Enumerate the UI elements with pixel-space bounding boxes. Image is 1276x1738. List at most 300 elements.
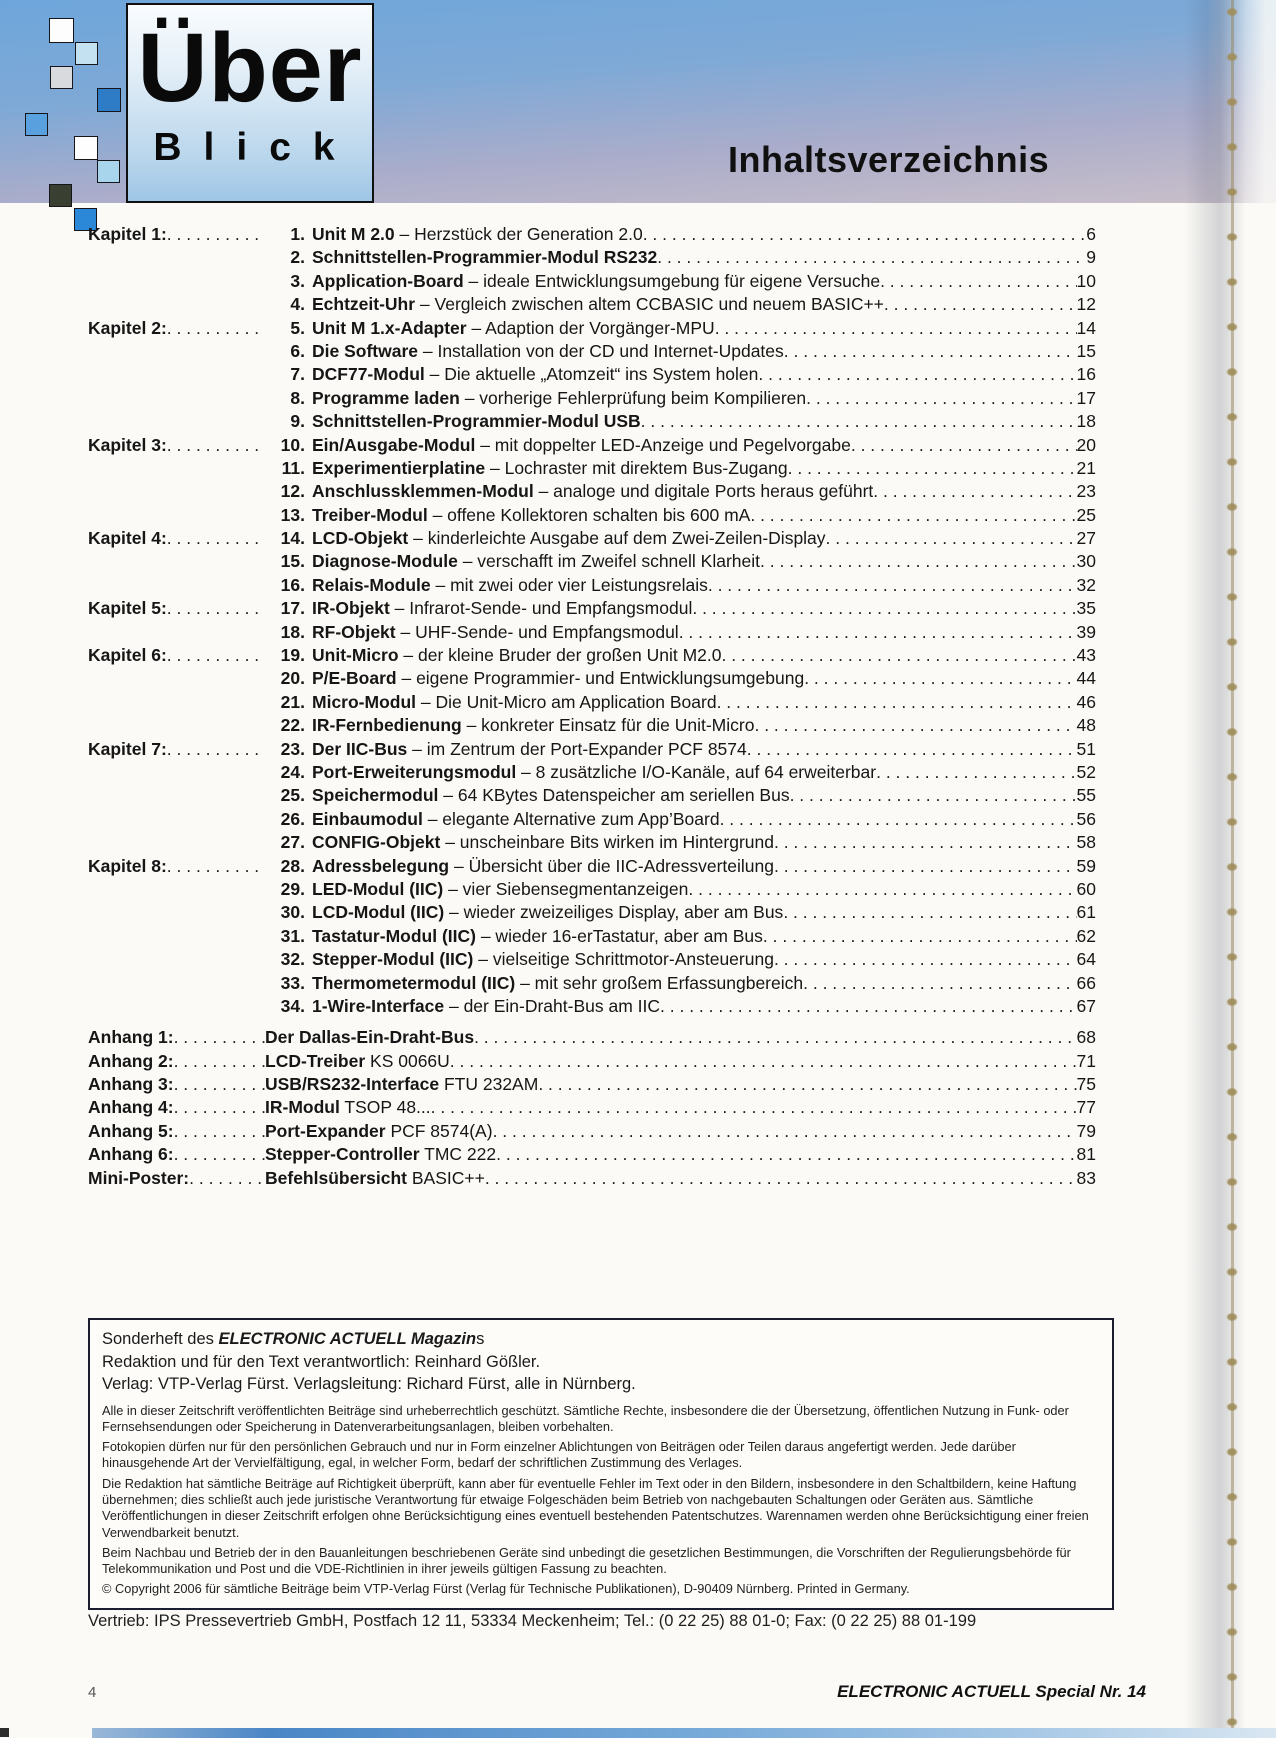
toc-entry-number: 6. bbox=[290, 340, 305, 361]
dot-leader bbox=[721, 645, 1076, 666]
toc-entry-number: 21. bbox=[280, 691, 305, 712]
toc-entry-description: – Infrarot-Sende- und Empfangsmodul bbox=[389, 598, 693, 619]
toc-page-number: 21 bbox=[1076, 457, 1096, 478]
dot-leader bbox=[760, 551, 1077, 572]
toc-entry-description: – 64 KBytes Datenspeicher am seriellen Bus bbox=[438, 785, 790, 806]
toc-entry-description: – Installation von der CD und Internet-Updates bbox=[418, 340, 784, 361]
toc-entry-text bbox=[312, 762, 876, 783]
toc-entry-number: 9. bbox=[290, 411, 305, 432]
imprint-paragraph: Alle in dieser Zeitschrift veröffentlichten Beiträge sind urheberrechtlich geschützt. Sämtliche Rechte, insbesondere die der Übersetzung, öffentlichen Nutzung in Funk- oder Fernsehsendungen oder Speicherung in Datenverarbeitungsanlagen, bleiben vorbehalten. bbox=[102, 1402, 1069, 1434]
toc-chapter-label bbox=[88, 739, 265, 760]
toc-entry-title: Adressbelegung bbox=[312, 855, 450, 876]
dot-leader bbox=[715, 318, 1077, 339]
magazine-brand: ELECTRONIC ACTUELL Magazin bbox=[218, 1330, 477, 1348]
toc-entry-title: Unit M 2.0 bbox=[312, 224, 395, 244]
toc-page-number: 61 bbox=[1076, 902, 1096, 923]
toc-entry-title: Port-Erweiterungsmodul bbox=[312, 761, 517, 782]
imprint-paragraph: Fotokopien dürfen nur für den persönlichen Gebrauch und nur in Form einzelner Ablichtungen von Beiträgen oder Teilen daraus angefertigt werden. Jede darüber hinausgehende Art der Vervielfältigung, egal, in welcher Form, bedarf der schriftlichen Zustimmung des Verlages. bbox=[102, 1439, 1016, 1471]
dot-leader bbox=[876, 762, 1076, 783]
toc-entry-description: – vorherige Fehlerprüfung beim Kompilieren bbox=[459, 387, 807, 408]
toc-entry-description: – konkreter Einsatz für die Unit-Micro bbox=[461, 715, 755, 736]
toc-page-number: 71 bbox=[1076, 1050, 1096, 1071]
chapter-label-text: Anhang 2: bbox=[88, 1050, 174, 1071]
dot-leader bbox=[174, 1121, 265, 1142]
dot-leader bbox=[750, 505, 1076, 526]
toc-page-number: 64 bbox=[1076, 949, 1096, 970]
toc-entry-text bbox=[312, 551, 760, 572]
toc-entry-title: Einbaumodul bbox=[312, 808, 423, 829]
toc-page-number: 56 bbox=[1076, 808, 1096, 829]
dot-leader bbox=[167, 224, 265, 245]
toc-entry-number: 27. bbox=[280, 832, 305, 853]
toc-entry-title: Ein/Ausgabe-Modul bbox=[312, 434, 476, 455]
dot-leader bbox=[774, 856, 1077, 877]
dot-leader bbox=[167, 739, 265, 760]
toc-entry-title: Tastatur-Modul (IIC) bbox=[312, 925, 476, 946]
toc-entry-description: – eigene Programmier- und Entwicklungsumgebung bbox=[396, 668, 805, 689]
toc-row bbox=[88, 1144, 1096, 1167]
toc-entry-title: Stepper-Modul (IIC) bbox=[312, 949, 474, 970]
toc-entry-description: – vielseitige Schrittmotor-Ansteuerung bbox=[473, 949, 774, 970]
toc-chapter-label bbox=[88, 1027, 265, 1048]
toc-entry-title: Programme laden bbox=[312, 387, 460, 408]
toc-page-number: 55 bbox=[1076, 785, 1096, 806]
dot-leader bbox=[641, 411, 1077, 432]
toc-entry-description: – im Zentrum der Port-Expander PCF 8574 bbox=[407, 738, 747, 759]
toc-page-number: 46 bbox=[1076, 691, 1096, 712]
dot-leader bbox=[174, 1097, 265, 1118]
toc-row bbox=[88, 318, 1096, 341]
imprint-paragraph: © Copyright 2006 für sämtliche Beiträge beim VTP-Verlag Fürst (Verlag für Technische Publikationen), D-90409 Nürnberg. Printed in Germany. bbox=[102, 1581, 910, 1597]
toc-row bbox=[88, 692, 1096, 715]
toc-entry-description: – Adaption der Vorgänger-MPU bbox=[466, 317, 715, 338]
toc-row bbox=[88, 575, 1096, 598]
dot-leader bbox=[880, 271, 1076, 292]
toc-entry-number: 30. bbox=[280, 902, 305, 923]
toc-entry-text bbox=[312, 528, 826, 549]
dot-leader bbox=[720, 809, 1077, 830]
toc-page-number: 30 bbox=[1076, 551, 1096, 572]
toc-entry-number: 4. bbox=[290, 294, 305, 315]
toc-entry-text bbox=[312, 973, 803, 994]
toc-page-number: 77 bbox=[1076, 1097, 1096, 1118]
toc-entry-title: CONFIG-Objekt bbox=[312, 832, 441, 853]
dot-leader bbox=[167, 528, 265, 549]
dot-leader bbox=[804, 668, 1076, 689]
toc-entry-title: DCF77-Modul bbox=[312, 364, 425, 385]
toc-row bbox=[88, 271, 1096, 294]
dot-leader bbox=[660, 996, 1077, 1017]
toc-page-number: 32 bbox=[1076, 574, 1096, 595]
toc-row bbox=[88, 645, 1096, 668]
toc-row bbox=[88, 622, 1096, 645]
toc-row bbox=[88, 996, 1096, 1019]
toc-entry-title: IR-Objekt bbox=[312, 598, 390, 619]
imprint-line-3: Verlag: VTP-Verlag Fürst. Verlagsleitung: Richard Fürst, alle in Nürnberg. bbox=[102, 1375, 636, 1393]
chapter-label-text: Anhang 6: bbox=[88, 1144, 174, 1165]
toc-row bbox=[88, 1168, 1096, 1191]
toc-entry-description: – Übersicht über die IIC-Adressverteilung bbox=[449, 855, 774, 876]
toc-entry-text bbox=[265, 1121, 493, 1142]
toc-entry-text bbox=[312, 645, 721, 666]
toc-row bbox=[88, 785, 1096, 808]
toc-entry-description: – wieder 16-erTastatur, aber am Bus bbox=[475, 925, 763, 946]
toc-entry-text bbox=[312, 692, 717, 713]
toc-chapter-label bbox=[88, 645, 265, 666]
toc-entry-title: LCD-Modul (IIC) bbox=[312, 902, 445, 923]
toc-row bbox=[88, 973, 1096, 996]
toc-entry-number: 29. bbox=[280, 878, 305, 899]
toc-entry-title: Application-Board bbox=[312, 270, 464, 291]
toc-entry-number: 28. bbox=[280, 855, 305, 876]
toc-row bbox=[88, 1097, 1096, 1120]
toc-entry-number: 3. bbox=[290, 270, 305, 291]
toc-page-number: 75 bbox=[1076, 1074, 1096, 1095]
chapter-label-text: Kapitel 4: bbox=[88, 528, 167, 549]
decor-square bbox=[49, 184, 72, 207]
toc-entry-number: 20. bbox=[280, 668, 305, 689]
toc-entry-text bbox=[265, 1144, 496, 1165]
decor-square bbox=[97, 88, 121, 112]
toc-entry-number: 11. bbox=[281, 457, 305, 478]
imprint-box bbox=[88, 1318, 1114, 1610]
toc-entry-title: Experimentierplatine bbox=[312, 457, 486, 478]
chapter-label-text: Kapitel 6: bbox=[88, 645, 167, 666]
imprint-paragraph: Beim Nachbau und Betrieb der in den Bauanleitungen beschriebenen Geräte sind unbedingt die gesetzlichen Bestimmungen, die Vorschriften der Regulierungsbehörde für Telekommunikation und Post und die VDE-Richtlinien in ihrer jeweils gültigen Fassung zu beachten. bbox=[102, 1544, 1071, 1577]
toc-entry-text bbox=[265, 1051, 450, 1072]
toc-list bbox=[88, 224, 1096, 1191]
chapter-label-text: Kapitel 1: bbox=[88, 224, 167, 244]
toc-entry-title: Anschlussklemmen-Modul bbox=[312, 481, 534, 502]
page-title: Inhaltsverzeichnis bbox=[728, 139, 1050, 180]
toc-entry-text bbox=[265, 1168, 485, 1189]
decor-square bbox=[50, 66, 73, 89]
toc-entry-number: 8. bbox=[290, 387, 305, 408]
dot-leader bbox=[538, 1074, 1076, 1095]
toc-entry-text bbox=[312, 949, 774, 970]
toc-chapter-label bbox=[88, 435, 265, 456]
dot-leader bbox=[851, 435, 1077, 456]
toc-entry-title: LCD-Treiber bbox=[265, 1050, 366, 1071]
toc-page-number: 17 bbox=[1076, 387, 1096, 408]
dot-leader bbox=[174, 1074, 265, 1095]
toc-entry-text bbox=[312, 294, 884, 315]
toc-entry-number: 10. bbox=[280, 434, 305, 455]
dot-leader bbox=[496, 1144, 1076, 1165]
toc-chapter-label bbox=[88, 1051, 265, 1072]
toc-entry-title: Diagnose-Module bbox=[312, 551, 458, 572]
toc-entry-title: RF-Objekt bbox=[312, 621, 396, 642]
toc-entry-number: 17. bbox=[280, 598, 305, 619]
toc-entry-title: 1-Wire-Interface bbox=[312, 995, 445, 1016]
toc-row bbox=[88, 668, 1096, 691]
toc-entry-description: – Die aktuelle „Atomzeit“ ins System holen bbox=[424, 364, 759, 385]
toc-page-number: 81 bbox=[1076, 1144, 1096, 1165]
toc-page-number: 67 bbox=[1076, 995, 1096, 1016]
toc-entry-number: 25. bbox=[280, 785, 305, 806]
chapter-label-text: Anhang 1: bbox=[88, 1027, 174, 1048]
chapter-label-text: Anhang 3: bbox=[88, 1074, 174, 1095]
toc-entry-description: – vier Siebensegmentanzeigen bbox=[443, 878, 689, 899]
chapter-label-text: Mini-Poster: bbox=[88, 1167, 190, 1188]
toc-entry-text bbox=[312, 996, 660, 1017]
toc-entry-title: Treiber-Modul bbox=[312, 504, 428, 525]
dot-leader bbox=[174, 1027, 265, 1048]
toc-entry-description: FTU 232AM bbox=[439, 1074, 539, 1095]
toc-entry-number: 15. bbox=[280, 551, 305, 572]
toc-chapter-label bbox=[88, 1121, 265, 1142]
toc-entry-number: 22. bbox=[280, 715, 305, 736]
toc-chapter-label bbox=[88, 598, 265, 619]
dot-leader bbox=[167, 598, 265, 619]
toc-entry-number: 34. bbox=[280, 995, 305, 1016]
toc-entry-text bbox=[312, 715, 754, 736]
chapter-label-text: Kapitel 7: bbox=[88, 738, 167, 759]
toc-page-number: 15 bbox=[1076, 340, 1096, 361]
page-number: 4 bbox=[88, 1684, 97, 1701]
distribution-line: Vertrieb: IPS Pressevertrieb GmbH, Postfach 12 11, 53334 Meckenheim; Tel.: (0 22 25) 88 01-0; Fax: (0 22 25) 88 01-199 bbox=[88, 1612, 977, 1630]
toc-entry-description: BASIC++ bbox=[406, 1167, 485, 1188]
dot-leader bbox=[431, 1097, 1077, 1118]
toc-row bbox=[88, 762, 1096, 785]
dot-leader bbox=[803, 973, 1076, 994]
dot-leader bbox=[790, 785, 1077, 806]
toc-entry-description: – mit sehr großem Erfassungbereich bbox=[515, 972, 804, 993]
toc-row bbox=[88, 458, 1096, 481]
logo-text-ueber: Über bbox=[137, 13, 363, 122]
toc-row bbox=[88, 224, 1096, 247]
toc-entry-description: – Herzstück der Generation 2.0 bbox=[394, 224, 643, 244]
toc-entry-title: Der Dallas-Ein-Draht-Bus bbox=[265, 1027, 475, 1048]
imprint-suffix: s bbox=[476, 1330, 485, 1348]
toc-page-number: 14 bbox=[1076, 317, 1096, 338]
toc-entry-number: 18. bbox=[280, 621, 305, 642]
toc-row bbox=[88, 598, 1096, 621]
toc-row bbox=[88, 879, 1096, 902]
toc-entry-text bbox=[312, 668, 804, 689]
toc-page-number: 59 bbox=[1076, 855, 1096, 876]
toc-entry-description: – kinderleichte Ausgabe auf dem Zwei-Zeilen-Display bbox=[408, 528, 826, 549]
toc-entry-description: PCF 8574(A) bbox=[385, 1120, 493, 1141]
toc-entry-number: 12. bbox=[280, 481, 305, 502]
toc-entry-title: LCD-Objekt bbox=[312, 528, 409, 549]
dot-leader bbox=[688, 879, 1076, 900]
toc-entry-number: 23. bbox=[280, 738, 305, 759]
toc-page-number: 25 bbox=[1076, 504, 1096, 525]
scan-bottom-edge bbox=[92, 1728, 1276, 1738]
toc-page-number: 51 bbox=[1076, 738, 1096, 759]
toc-entry-text bbox=[312, 364, 758, 385]
dot-leader bbox=[474, 1027, 1076, 1048]
toc-row bbox=[88, 832, 1096, 855]
toc-row bbox=[88, 551, 1096, 574]
toc-page-number: 58 bbox=[1076, 832, 1096, 853]
toc-entry-title: Speichermodul bbox=[312, 785, 439, 806]
toc-entry-number: 19. bbox=[280, 645, 305, 666]
toc-page-number: 44 bbox=[1076, 668, 1096, 689]
toc-entry-text bbox=[312, 318, 715, 339]
magazine-name: ELECTRONIC ACTUELL Special Nr. 14 bbox=[837, 1682, 1146, 1701]
toc-entry-title: IR-Fernbedienung bbox=[312, 715, 462, 736]
toc-entry-text bbox=[312, 902, 783, 923]
toc-entry-text bbox=[312, 739, 747, 760]
dot-leader bbox=[774, 949, 1077, 970]
imprint-legal-paragraphs bbox=[102, 1403, 1100, 1598]
toc-entry-description: – der Ein-Draht-Bus am IIC bbox=[444, 995, 661, 1016]
toc-entry-text bbox=[312, 809, 720, 830]
toc-entry-description: – mit doppelter LED-Anzeige und Pegelvorgabe bbox=[475, 434, 851, 455]
toc-entry-text bbox=[312, 435, 851, 456]
toc-page-number: 68 bbox=[1076, 1027, 1096, 1048]
toc-entry-title: USB/RS232-Interface bbox=[265, 1074, 440, 1095]
toc-page-number: 20 bbox=[1076, 434, 1096, 455]
decor-square bbox=[97, 160, 120, 183]
toc-entry-text bbox=[265, 1097, 431, 1118]
toc-entry-description: – mit zwei oder vier Leistungsrelais bbox=[430, 574, 708, 595]
toc-entry-title: Thermometermodul (IIC) bbox=[312, 972, 516, 993]
toc-entry-description: – analoge und digitale Ports heraus geführt bbox=[533, 481, 874, 502]
toc-entry-title: Befehlsübersicht bbox=[265, 1167, 407, 1188]
decor-square bbox=[75, 42, 98, 65]
toc-page-number: 83 bbox=[1076, 1167, 1096, 1188]
toc-entry-number: 33. bbox=[280, 972, 305, 993]
toc-entry-title: Relais-Module bbox=[312, 574, 431, 595]
toc-entry-title: Der IIC-Bus bbox=[312, 738, 408, 759]
toc-chapter-label bbox=[88, 224, 265, 245]
toc-entry-text bbox=[312, 598, 692, 619]
toc-entry-description: – wieder zweizeiliges Display, aber am Bus bbox=[444, 902, 784, 923]
toc-entry-text bbox=[265, 1027, 474, 1048]
dot-leader bbox=[657, 247, 1086, 268]
dot-leader bbox=[485, 1168, 1077, 1189]
toc-entry-description: – elegante Alternative zum App’Board bbox=[422, 808, 720, 829]
toc-entry-title: Port-Expander bbox=[265, 1120, 386, 1141]
toc-page-number: 52 bbox=[1076, 761, 1096, 782]
decor-square bbox=[74, 136, 98, 160]
magazine-logo bbox=[126, 3, 374, 203]
toc-chapter-label bbox=[88, 528, 265, 549]
toc-entry-description: – Vergleich zwischen altem CCBASIC und neuem BASIC++ bbox=[415, 294, 884, 315]
dot-leader bbox=[167, 856, 265, 877]
toc-chapter-label bbox=[88, 1144, 265, 1165]
toc-entry-text bbox=[312, 832, 774, 853]
imprint-paragraph: Die Redaktion hat sämtliche Beiträge auf Richtigkeit überprüft, kann aber für eventuelle Fehler im Text oder in den Bildern, insbesondere in den Schaltbildern, keine Haftung übernehmen; dies schließt auch jede juristische Verantwortung für etwaige Folgeschäden beim Betrieb von nachgebauten Schaltungen oder Geräten aus. Sämtliche Veröffentlichungen in dieser Zeitschrift erfolgen ohne Berücksichtigung eines eventuell bestehenden Patentschutzes. Warennamen werden ohne Berücksichtigung einer freien Verwendbarkeit benutzt. bbox=[102, 1475, 1089, 1540]
dot-leader bbox=[679, 622, 1077, 643]
toc-entry-description: – der kleine Bruder der großen Unit M2.0 bbox=[398, 645, 722, 666]
toc-row bbox=[88, 411, 1096, 434]
decor-square bbox=[25, 113, 48, 136]
toc-row bbox=[88, 247, 1096, 270]
toc-entry-number: 32. bbox=[280, 949, 305, 970]
toc-page-number: 66 bbox=[1076, 972, 1096, 993]
chapter-label-text: Kapitel 5: bbox=[88, 598, 167, 619]
toc-entry-text bbox=[312, 575, 708, 596]
toc-entry-number: 7. bbox=[290, 364, 305, 385]
toc-row bbox=[88, 926, 1096, 949]
toc-page-number: 6 bbox=[1086, 224, 1096, 244]
dot-leader bbox=[493, 1121, 1077, 1142]
imprint-line-1 bbox=[102, 1328, 1100, 1351]
toc-row bbox=[88, 294, 1096, 317]
toc-entry-description: – verschafft im Zweifel schnell Klarheit bbox=[457, 551, 761, 572]
toc-chapter-label bbox=[88, 1097, 265, 1118]
dot-leader bbox=[806, 388, 1076, 409]
toc-row bbox=[88, 505, 1096, 528]
toc-entry-text bbox=[312, 879, 688, 900]
dot-leader bbox=[826, 528, 1077, 549]
toc-entry-text bbox=[312, 224, 643, 245]
dot-leader bbox=[788, 458, 1077, 479]
toc-row bbox=[88, 388, 1096, 411]
toc-entry-description: – offene Kollektoren schalten bis 600 mA bbox=[427, 504, 751, 525]
toc-page-number: 9 bbox=[1086, 247, 1096, 268]
toc-entry-text bbox=[312, 926, 763, 947]
toc-chapter-label bbox=[88, 318, 265, 339]
toc-row bbox=[88, 1051, 1096, 1074]
toc-entry-text bbox=[312, 247, 657, 268]
toc-row bbox=[88, 481, 1096, 504]
toc-entry-title: Schnittstellen-Programmier-Modul RS232 bbox=[312, 247, 658, 268]
dot-leader bbox=[174, 1144, 265, 1165]
dot-leader bbox=[692, 598, 1076, 619]
toc-row bbox=[88, 856, 1096, 879]
toc-entry-description: – ideale Entwicklungsumgebung für eigene Versuche bbox=[463, 270, 881, 291]
toc-entry-number: 16. bbox=[280, 574, 305, 595]
toc-entry-text bbox=[312, 271, 880, 292]
toc-page-number: 10 bbox=[1076, 270, 1096, 291]
toc-page-number: 35 bbox=[1076, 598, 1096, 619]
toc-entry-number: 31. bbox=[280, 925, 305, 946]
toc-entry-description: TSOP 48... bbox=[339, 1097, 431, 1118]
toc-entry-title: IR-Modul bbox=[265, 1097, 340, 1118]
dot-leader bbox=[758, 364, 1076, 385]
toc-entry-number: 2. bbox=[290, 247, 305, 268]
toc-entry-title: LED-Modul (IIC) bbox=[312, 878, 444, 899]
toc-chapter-label bbox=[88, 1168, 265, 1189]
toc-entry-title: Schnittstellen-Programmier-Modul USB bbox=[312, 411, 641, 432]
imprint-prefix: Sonderheft des bbox=[102, 1330, 219, 1348]
toc-entry-text bbox=[312, 481, 873, 502]
dot-leader bbox=[763, 926, 1077, 947]
scan-corner-mark bbox=[0, 1728, 9, 1737]
chapter-label-text: Kapitel 8: bbox=[88, 855, 167, 876]
toc-entry-text bbox=[312, 785, 790, 806]
toc-page-number: 27 bbox=[1076, 528, 1096, 549]
toc-entry-text bbox=[312, 622, 679, 643]
toc-row bbox=[88, 715, 1096, 738]
toc-entry-number: 14. bbox=[280, 528, 305, 549]
toc-entry-text bbox=[265, 1074, 538, 1095]
toc-row bbox=[88, 1121, 1096, 1144]
toc-entry-description: – UHF-Sende- und Empfangsmodul bbox=[395, 621, 679, 642]
toc-page-number: 43 bbox=[1076, 645, 1096, 666]
toc-page-number: 16 bbox=[1076, 364, 1096, 385]
dot-leader bbox=[189, 1168, 265, 1189]
dot-leader bbox=[873, 481, 1076, 502]
toc-entry-text bbox=[312, 856, 774, 877]
dot-leader bbox=[174, 1051, 265, 1072]
dot-leader bbox=[167, 645, 265, 666]
chapter-label-text: Kapitel 2: bbox=[88, 317, 167, 338]
dot-leader bbox=[450, 1051, 1077, 1072]
chapter-label-text: Anhang 4: bbox=[88, 1097, 174, 1118]
toc-page-number: 48 bbox=[1076, 715, 1096, 736]
toc-entry-title: Micro-Modul bbox=[312, 691, 417, 712]
toc-entry-description: – 8 zusätzliche I/O-Kanäle, auf 64 erweiterbar bbox=[516, 761, 877, 782]
toc-row bbox=[88, 364, 1096, 387]
toc-entry-title: Die Software bbox=[312, 340, 418, 361]
page-footer bbox=[88, 1682, 1146, 1702]
